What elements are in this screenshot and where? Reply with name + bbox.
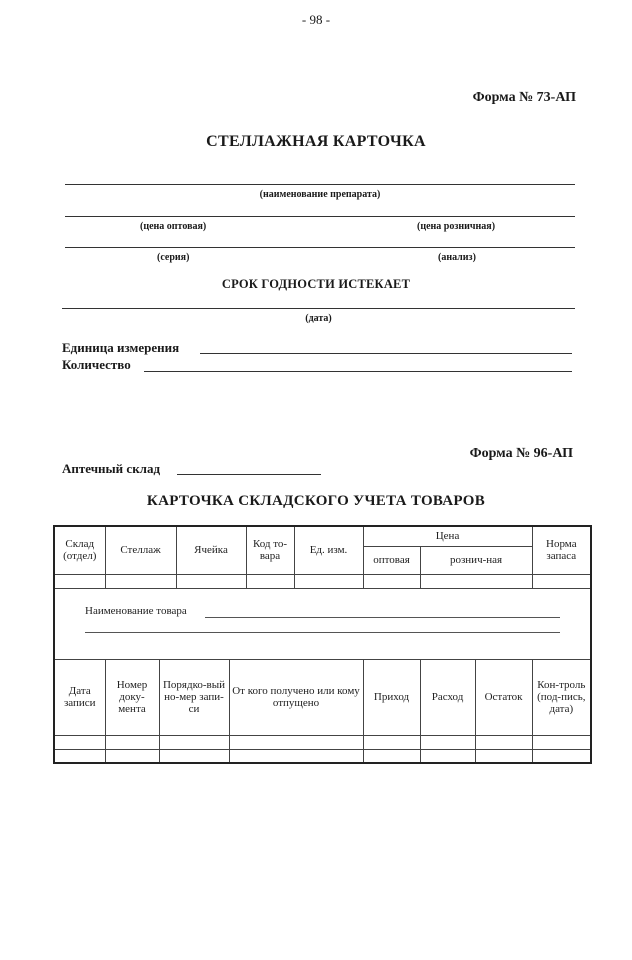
header-nomer-dok: Номер доку-мента (105, 659, 159, 735)
cell[interactable] (229, 735, 363, 749)
header-yacheyka: Ячейка (176, 526, 246, 574)
form-96-number: Форма № 96-АП (469, 446, 573, 461)
caption-series: (серия) (157, 252, 190, 263)
cell[interactable] (294, 574, 363, 588)
caption-analysis: (анализ) (438, 252, 476, 263)
quantity-label: Количество (62, 357, 131, 372)
cell[interactable] (420, 749, 475, 763)
cell[interactable] (475, 735, 532, 749)
cell[interactable] (54, 735, 105, 749)
caption-date: (дата) (305, 313, 332, 324)
header-ot-kogo: От кого получено или кому отпущено (229, 659, 363, 735)
warehouse-line (177, 474, 321, 475)
cell[interactable] (532, 749, 591, 763)
header-rashod: Расход (420, 659, 475, 735)
cell[interactable] (105, 749, 159, 763)
header-ostatok: Остаток (475, 659, 532, 735)
header-prihod: Приход (363, 659, 420, 735)
header-cena: Цена (363, 526, 532, 546)
cell[interactable] (105, 735, 159, 749)
product-name-line (205, 617, 560, 618)
header-data-zapisi: Дата записи (54, 659, 105, 735)
price-line (65, 216, 575, 217)
cell[interactable] (159, 735, 229, 749)
header-ed-izm: Ед. изм. (294, 526, 363, 574)
header-stellazh: Стеллаж (105, 526, 176, 574)
cell[interactable] (363, 749, 420, 763)
header-poryadkovyi: Порядко-вый но-мер запи-си (159, 659, 229, 735)
name-line (65, 184, 575, 185)
cell[interactable] (54, 749, 105, 763)
expiry-heading: СРОК ГОДНОСТИ ИСТЕКАЕТ (221, 277, 411, 291)
cell[interactable] (363, 574, 420, 588)
product-name-line-2 (85, 632, 560, 633)
cell[interactable] (363, 735, 420, 749)
cell[interactable] (246, 574, 294, 588)
caption-name: (наименование препарата) (259, 189, 381, 200)
warehouse-label: Аптечный склад (62, 461, 161, 476)
form-73-title: СТЕЛЛАЖНАЯ КАРТОЧКА (206, 133, 426, 150)
product-name-area[interactable] (54, 588, 591, 659)
cell[interactable] (229, 749, 363, 763)
cell[interactable] (475, 749, 532, 763)
form-96-title: КАРТОЧКА СКЛАДСКОГО УЧЕТА ТОВАРОВ (146, 493, 486, 509)
cell[interactable] (159, 749, 229, 763)
cell[interactable] (105, 574, 176, 588)
cell[interactable] (532, 574, 591, 588)
unit-line (200, 353, 572, 354)
stock-card-table (53, 525, 592, 764)
table-row (54, 749, 591, 763)
cell[interactable] (532, 735, 591, 749)
page-number: - 98 - (301, 12, 331, 27)
header-roznichnaya: рознич-ная (420, 546, 532, 574)
unit-label: Единица измерения (62, 340, 180, 355)
header-kod: Код то-вара (246, 526, 294, 574)
series-line (65, 247, 575, 248)
cell[interactable] (54, 574, 105, 588)
table-row (54, 574, 591, 588)
product-name-label: Наименование товара (85, 604, 187, 617)
header-optovaya: оптовая (363, 546, 420, 574)
caption-price-wholesale: (цена оптовая) (140, 221, 207, 232)
form-73-number: Форма № 73-АП (472, 90, 576, 105)
table-row (54, 735, 591, 749)
date-line (62, 308, 575, 309)
cell[interactable] (420, 574, 532, 588)
header-sklad: Склад (отдел) (54, 526, 105, 574)
cell[interactable] (420, 735, 475, 749)
header-norma: Норма запаса (532, 526, 591, 574)
caption-price-retail: (цена розничная) (417, 221, 496, 232)
quantity-line (144, 371, 572, 372)
header-kontrol: Кон-троль (под-пись, дата) (532, 659, 591, 735)
cell[interactable] (176, 574, 246, 588)
